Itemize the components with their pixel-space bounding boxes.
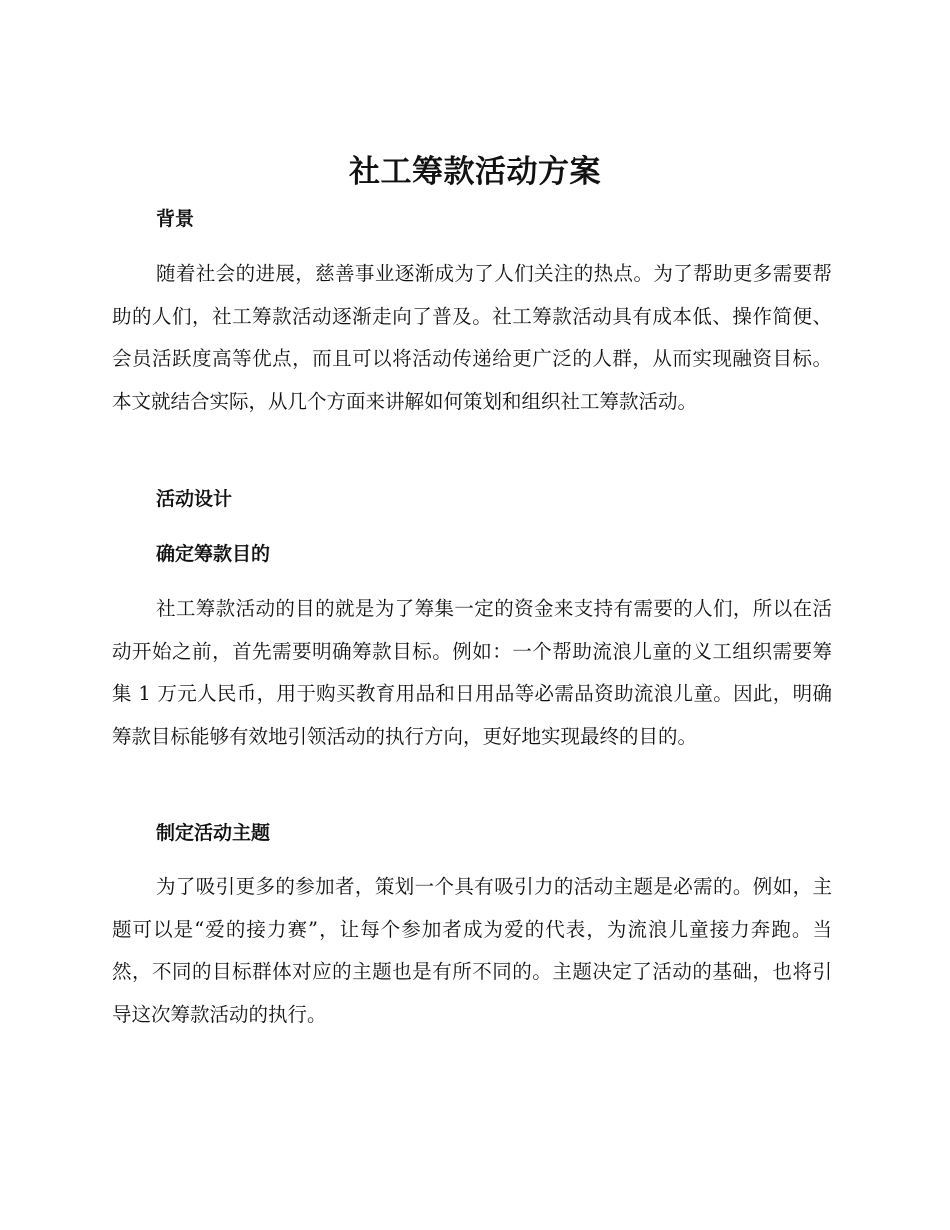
section-heading-activity-theme: 制定活动主题 <box>156 822 271 844</box>
section-heading-fundraising-goal: 确定筹款目的 <box>156 543 271 565</box>
section-heading-activity-design: 活动设计 <box>156 488 233 510</box>
section-heading-background: 背景 <box>156 208 195 230</box>
document-title: 社工筹款活动方案 <box>349 154 601 190</box>
section-paragraph-activity-theme: 为了吸引更多的参加者，策划一个具有吸引力的活动主题是必需的。例如，主题可以是“爱的接力赛”，让每个参加者成为爱的代表，为流浪儿童接力奔跑。当然，不同的目标群体对应的主题也是有所不同的。主题决定了活动的基础，也将引导这次筹款活动的执行。 <box>112 875 832 1026</box>
section-paragraph-background: 随着社会的进展，慈善事业逐渐成为了人们关注的热点。为了帮助更多需要帮助的人们，社工筹款活动逐渐走向了普及。社工筹款活动具有成本低、操作简便、会员活跃度高等优点，而且可以将活动传递给更广泛的人群，从而实现融资目标。本文就结合实际，从几个方面来讲解如何策划和组织社工筹款活动。 <box>112 262 832 413</box>
section-paragraph-fundraising-goal: 社工筹款活动的目的就是为了筹集一定的资金来支持有需要的人们，所以在活动开始之前，首先需要明确筹款目标。例如：一个帮助流浪儿童的义工组织需要筹集 1 万元人民币，用于购买教育用品和日用品等必需品资助流浪儿童。因此，明确筹款目标能够有效地引领活动的执行方向，更好地实现最终的目的。 <box>112 597 832 748</box>
